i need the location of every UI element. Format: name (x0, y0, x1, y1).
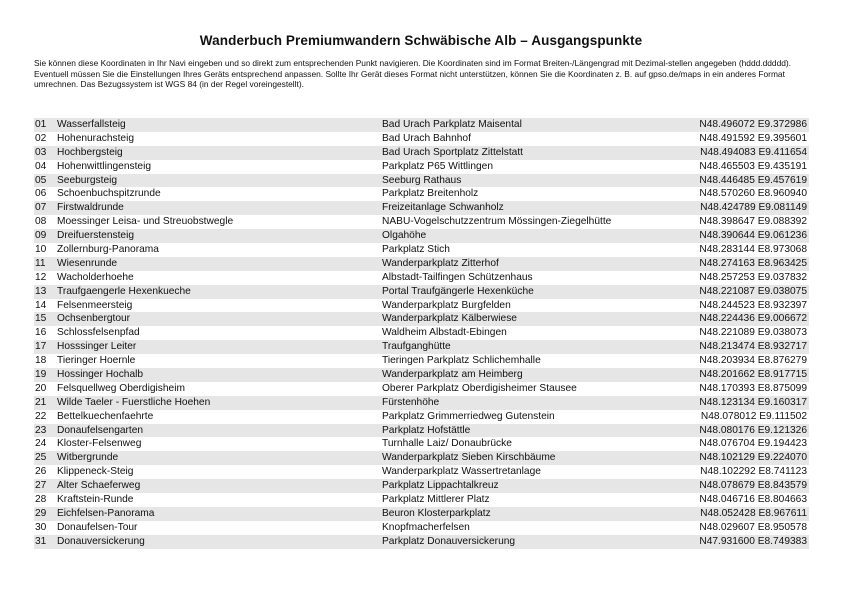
coordinates: N48.224436 E9.006672 (699, 313, 807, 325)
row-number: 28 (35, 494, 47, 506)
trail-name: Alter Schaeferweg (57, 480, 141, 492)
row-number: 01 (35, 119, 47, 130)
coordinates: N48.283144 E8.973068 (699, 244, 807, 256)
start-point: Tieringen Parkplatz Schlichemhalle (382, 355, 541, 367)
table-row (34, 132, 809, 146)
row-number: 17 (35, 341, 47, 353)
table-row (34, 410, 809, 424)
row-number: 16 (35, 327, 47, 339)
row-number: 13 (35, 285, 47, 297)
start-point: Wanderparkplatz Wassertretanlage (382, 466, 541, 478)
table-row (34, 174, 809, 188)
coordinates: N48.080176 E9.121326 (699, 424, 807, 436)
table-row (34, 299, 809, 313)
trail-name: Schlossfelsenpfad (57, 327, 140, 339)
row-number: 15 (35, 313, 47, 325)
table-row (34, 396, 809, 410)
trail-name: Wilde Taeler - Fuerstliche Hoehen (57, 396, 211, 408)
table-row (34, 243, 809, 257)
trail-name: Zollernburg-Panorama (57, 244, 159, 256)
row-number: 05 (35, 174, 47, 186)
table-row (34, 368, 809, 382)
table-row (34, 257, 809, 271)
start-point: Knopfmacherfelsen (382, 521, 470, 533)
coordinates: N48.078012 E9.111502 (700, 410, 807, 422)
trail-name: Firstwaldrunde (57, 202, 124, 214)
trail-name: Bettelkuechenfaehrte (57, 410, 154, 422)
row-number: 02 (35, 132, 47, 144)
coordinates: N48.257253 E9.037832 (699, 271, 807, 283)
start-point: Waldheim Albstadt-Ebingen (382, 327, 507, 339)
row-number: 26 (35, 466, 47, 478)
start-point: Traufganghütte (382, 341, 451, 353)
start-point: Wanderparkplatz Sieben Kirschbäume (382, 452, 556, 464)
row-number: 08 (35, 216, 47, 228)
table-row (34, 535, 809, 549)
start-point: Freizeitanlage Schwanholz (382, 202, 504, 214)
coordinates: N48.102292 E8.741123 (700, 466, 807, 478)
row-number: 22 (35, 410, 47, 422)
start-point: Fürstenhöhe (382, 396, 440, 408)
trail-name: Klippeneck-Steig (57, 466, 134, 478)
start-point: Beuron Klosterparkplatz (382, 507, 491, 519)
table-row (34, 493, 809, 507)
start-point: Bad Urach Parkplatz Maisental (382, 119, 522, 130)
coordinates: N48.491592 E9.395601 (699, 132, 807, 144)
row-number: 23 (35, 424, 47, 436)
trail-name: Felsquellweg Oberdigisheim (57, 382, 185, 394)
trail-name: Hochbergsteig (57, 146, 123, 158)
coordinates: N48.052428 E8.967611 (700, 507, 807, 519)
trail-name: Kraftstein-Runde (57, 494, 134, 506)
coordinates: N48.046716 E8.804663 (699, 494, 807, 506)
coordinates: N48.244523 E8.932397 (699, 299, 807, 311)
intro-paragraph-2: Eventuell müssen Sie die Einstellungen Ihres Geräts entsprechend anpassen. Sollte Ihr Gerät dieses Format nicht unterstützen, können Sie die Koordinaten z. B. auf gpso.de/maps in ein anderes Format umrechnen. Das Bezugssystem ist WGS 84 (in der Regel voreingestellt). (34, 68, 785, 89)
start-point: Parkplatz Stich (382, 244, 450, 256)
coordinates: N48.496072 E9.372986 (699, 119, 807, 130)
table-row (34, 382, 809, 396)
row-number: 27 (35, 480, 47, 492)
start-point: Portal Traufgängerle Hexenküche (382, 285, 534, 297)
coordinates: N48.390644 E9.061236 (699, 230, 807, 242)
coordinates: N48.221087 E9.038075 (699, 285, 807, 297)
coordinates: N48.203934 E8.876279 (699, 355, 807, 367)
trail-name: Dreifuerstensteig (57, 230, 135, 242)
start-point: NABU-Vogelschutzzentrum Mössingen-Ziegelhütte (382, 216, 612, 228)
trail-name: Ochsenbergtour (57, 313, 131, 325)
trail-name: Eichfelsen-Panorama (57, 507, 155, 519)
coordinates: N48.201662 E8.917715 (699, 369, 807, 381)
table-row (34, 326, 809, 340)
table-row (34, 229, 809, 243)
table-row (34, 146, 809, 160)
coordinates: N48.570260 E8.960940 (699, 188, 807, 200)
row-number: 24 (35, 438, 47, 450)
start-point: Parkplatz P65 Wittlingen (382, 160, 493, 172)
start-point: Oberer Parkplatz Oberdigisheimer Stausee (382, 382, 577, 394)
start-point: Wanderparkplatz Zitterhof (382, 257, 499, 269)
coordinates: N48.465503 E9.435191 (699, 160, 807, 172)
row-number: 30 (35, 521, 47, 533)
start-point: Wanderparkplatz am Heimberg (382, 369, 523, 381)
row-number: 09 (35, 230, 47, 242)
table-row (34, 424, 809, 438)
row-number: 04 (35, 160, 47, 172)
start-point: Parkplatz Hofstättle (382, 424, 471, 436)
trail-table (34, 118, 809, 549)
table-row (34, 312, 809, 326)
trail-name: Donauversickerung (57, 535, 145, 547)
trail-name: Wasserfallsteig (57, 119, 126, 130)
row-number: 29 (35, 507, 47, 519)
coordinates: N48.123134 E9.160317 (699, 396, 807, 408)
start-point: Wanderparkplatz Kälberwiese (382, 313, 517, 325)
table-row (34, 451, 809, 465)
start-point: Parkplatz Grimmerriedweg Gutenstein (382, 410, 555, 422)
coordinates: N48.446485 E9.457619 (699, 174, 807, 186)
table-row (34, 187, 809, 201)
trail-name: Hossinger Hochalb (57, 369, 144, 381)
table-row (34, 118, 809, 132)
trail-name: Hohenurachsteig (57, 132, 135, 144)
intro-paragraph-1: Sie können diese Koordinaten in Ihr Navi eingeben und so direkt zum entsprechenden Punkt navigieren. Die Koordinaten sind im Format Breiten-/Längengrad mit Dezimal-stellen angegeben (hddd.ddddd). (34, 58, 792, 68)
start-point: Parkplatz Breitenholz (382, 188, 479, 200)
coordinates: N48.221089 E9.038073 (699, 327, 807, 339)
trail-name: Witbergrunde (57, 452, 119, 464)
start-point: Olgahöhe (382, 230, 427, 242)
intro-text (34, 58, 809, 90)
start-point: Bad Urach Bahnhof (382, 132, 471, 144)
coordinates: N48.102129 E9.224070 (699, 452, 807, 464)
row-number: 12 (35, 271, 47, 283)
trail-name: Donaufelsengarten (57, 424, 144, 436)
trail-name: Traufgaengerle Hexenkueche (57, 285, 191, 297)
start-point: Wanderparkplatz Burgfelden (382, 299, 511, 311)
coordinates: N48.424789 E9.081149 (700, 202, 807, 214)
trail-name: Seeburgsteig (57, 174, 118, 186)
coordinates: N48.076704 E9.194423 (699, 438, 807, 450)
start-point: Parkplatz Donauversickerung (382, 535, 516, 547)
trail-name: Moessinger Leisa- und Streuobstwegle (57, 216, 234, 228)
start-point: Seeburg Rathaus (382, 174, 462, 186)
table-row (34, 479, 809, 493)
row-number: 18 (35, 355, 47, 367)
start-point: Parkplatz Mittlerer Platz (382, 494, 490, 506)
coordinates: N48.274163 E8.963425 (699, 257, 807, 269)
trail-name: Kloster-Felsenweg (57, 438, 142, 450)
table-row (34, 285, 809, 299)
trail-name: Felsenmeersteig (57, 299, 133, 311)
row-number: 19 (35, 369, 47, 381)
row-number: 21 (35, 396, 47, 408)
trail-name: Hohenwittlingensteig (57, 160, 152, 172)
trail-name: Wacholderhoehe (57, 271, 134, 283)
start-point: Albstadt-Tailfingen Schützenhaus (382, 271, 533, 283)
trail-name: Schoenbuchspitzrunde (57, 188, 161, 200)
row-number: 11 (35, 257, 46, 269)
table-row (34, 465, 809, 479)
coordinates: N48.494083 E9.411654 (700, 146, 807, 158)
page-title: Wanderbuch Premiumwandern Schwäbische Alb – Ausgangspunkte (199, 33, 643, 48)
row-number: 14 (35, 299, 47, 311)
table-row (34, 201, 809, 215)
start-point: Bad Urach Sportplatz Zittelstatt (382, 146, 523, 158)
row-number: 20 (35, 382, 47, 394)
row-number: 06 (35, 188, 47, 200)
coordinates: N48.170393 E8.875099 (699, 382, 807, 394)
table-row (34, 507, 809, 521)
table-row (34, 437, 809, 451)
table-row (34, 521, 809, 535)
table-row (34, 160, 809, 174)
coordinates: N48.398647 E9.088392 (699, 216, 807, 228)
row-number: 25 (35, 452, 47, 464)
coordinates: N48.029607 E8.950578 (699, 521, 807, 533)
trail-name: Donaufelsen-Tour (57, 521, 138, 533)
row-number: 10 (35, 244, 47, 256)
start-point: Turnhalle Laiz/ Donaubrücke (382, 438, 512, 450)
table-row (34, 354, 809, 368)
table-row (34, 271, 809, 285)
coordinates: N48.213474 E8.932717 (699, 341, 807, 353)
table-row (34, 215, 809, 229)
row-number: 31 (35, 535, 47, 547)
coordinates: N47.931600 E8.749383 (699, 535, 807, 547)
row-number: 03 (35, 146, 47, 158)
row-number: 07 (35, 202, 47, 214)
table-row (34, 340, 809, 354)
trail-name: Tieringer Hoernle (57, 355, 136, 367)
trail-name: Wiesenrunde (57, 257, 118, 269)
coordinates: N48.078679 E8.843579 (699, 480, 807, 492)
trail-name: Hosssinger Leiter (57, 341, 137, 353)
start-point: Parkplatz Lippachtalkreuz (382, 480, 499, 492)
